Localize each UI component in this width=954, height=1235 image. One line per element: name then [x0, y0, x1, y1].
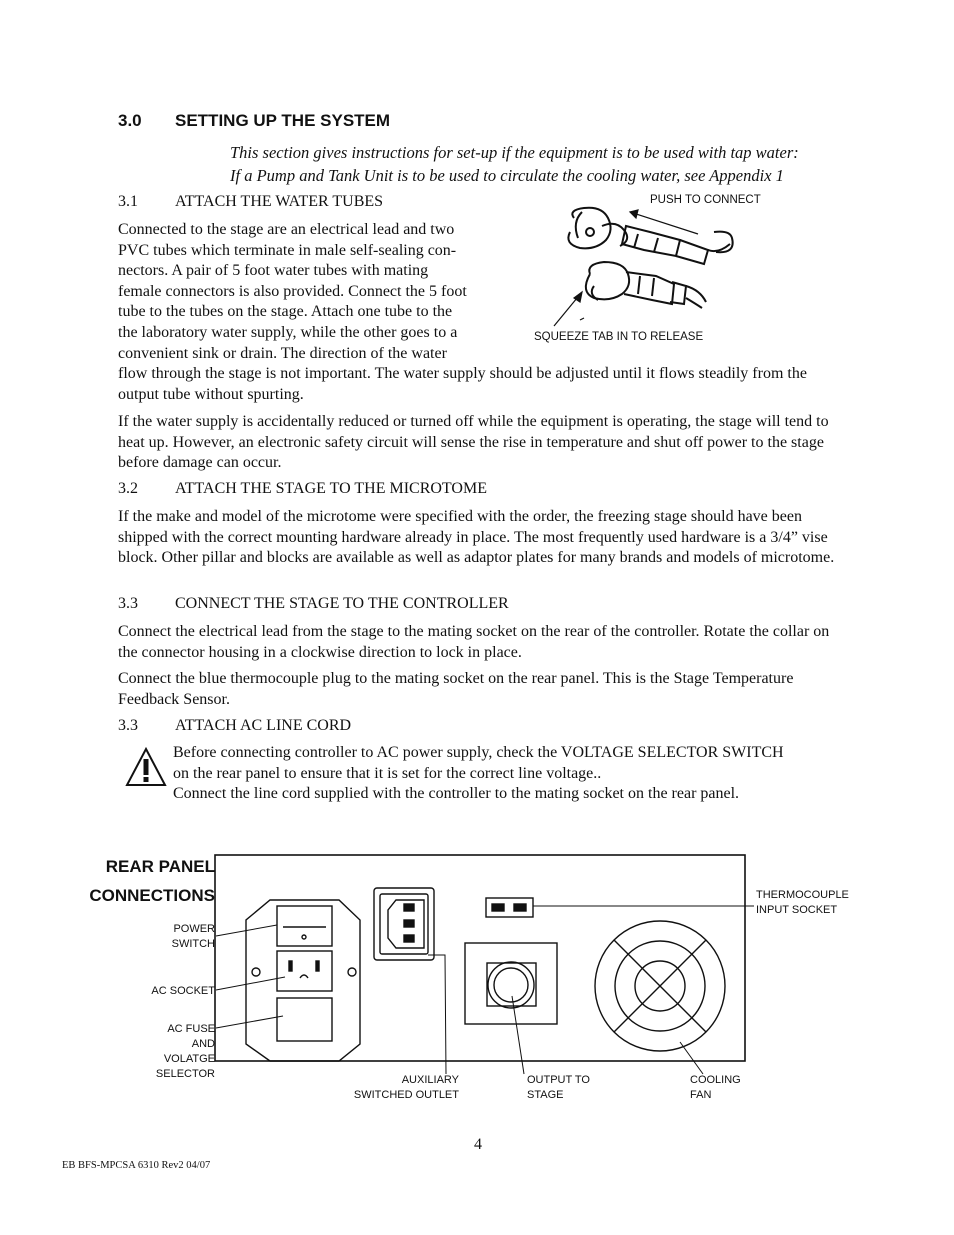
squeeze-tab-label: SQUEEZE TAB IN TO RELEASE	[534, 331, 704, 343]
document-reference: EB BFS-MPCSA 6310 Rev2 04/07	[62, 1160, 211, 1171]
subsection-title: CONNECT THE STAGE TO THE CONTROLLER	[175, 595, 509, 612]
section-title: SETTING UP THE SYSTEM	[175, 111, 391, 130]
power-switch-label	[150, 922, 215, 952]
label-line: VOLATGE	[163, 1053, 215, 1065]
label-line: AC FUSE	[167, 1023, 215, 1035]
label-line: FAN	[690, 1089, 712, 1101]
auxiliary-outlet	[374, 888, 434, 960]
thermocouple-label	[756, 888, 849, 918]
label-line: OUTPUT TO	[527, 1074, 590, 1086]
label-line: STAGE	[527, 1089, 564, 1101]
label-line: THERMOCOUPLE	[756, 889, 849, 901]
label-line: AUXILIARY	[401, 1074, 459, 1086]
label-line: AND	[191, 1038, 215, 1050]
label-line: SWITCHED OUTLET	[353, 1089, 459, 1101]
label-line: SWITCH	[171, 938, 215, 950]
page-number: 4	[474, 1136, 482, 1153]
rear-panel-title-line: CONNECTIONS	[89, 886, 215, 905]
auxiliary-outlet-label	[340, 1073, 459, 1103]
power-entry-module	[246, 900, 360, 1061]
warning-line: on the rear panel to ensure that it is set for the correct line voltage..	[173, 764, 602, 782]
s31-para-2: If the water supply is accidentally reduced or turned off while the equipment is operating, the stage will tend to heat up. However, an electronic safety circuit will sense the rise in temperature and shut off power to the stage before damage can occur.	[118, 413, 829, 472]
s33-para-2: Connect the blue thermocouple plug to the mating socket on the rear panel. This is the Stage Temperature Feedback Sensor.	[118, 670, 794, 708]
s32-para: If the make and model of the microtome were specified with the order, the freezing stage should have been shipped with the correct mounting hardware already in place. The most frequently used hardware is a 3/4” vise block. Other pillar and blocks are available as well as adaptor plates for many brands and models of microtome.	[118, 508, 835, 567]
thermocouple-socket	[486, 898, 533, 917]
cooling-fan-label	[690, 1073, 741, 1103]
ac-socket-label: AC SOCKET	[151, 985, 215, 997]
warning-line: Before connecting controller to AC power supply, check the VOLTAGE SELECTOR SWITCH	[173, 744, 784, 761]
intro-line-1: This section gives instructions for set-up if the equipment is to be used with tap water:	[230, 143, 799, 162]
s33-para-1: Connect the electrical lead from the stage to the mating socket on the rear of the controller. Rotate the collar on the connector housing in a clockwise direction to lock in place.	[118, 623, 830, 661]
text-line: tube to the tubes on the stage. Attach one tube to the	[118, 303, 453, 321]
subsection-number: 3.3	[118, 717, 138, 734]
subsection-number: 3.2	[118, 480, 138, 497]
text-line: the laboratory water supply, while the other goes to a	[118, 323, 458, 341]
label-line: SELECTOR	[155, 1068, 215, 1080]
rear-panel-title-line: REAR PANEL	[105, 857, 215, 876]
push-to-connect-label: PUSH TO CONNECT	[650, 194, 761, 206]
intro-line-2: If a Pump and Tank Unit is to be used to circulate the cooling water, see Appendix 1	[230, 166, 784, 185]
s31-para-1-continued: flow through the stage is not important. The water supply should be adjusted until it flows steadily from the output tube without spurting.	[118, 365, 807, 403]
label-line: COOLING	[690, 1074, 741, 1086]
subsection-number: 3.1	[118, 193, 138, 210]
text-line: nectors. A pair of 5 foot water tubes with mating	[118, 262, 429, 280]
section-number: 3.0	[118, 111, 142, 130]
text-line: PVC tubes which terminate in male self-sealing con-	[118, 241, 457, 259]
subsection-title: ATTACH THE WATER TUBES	[175, 193, 384, 210]
text-line: female connectors is also provided. Connect the 5 foot	[118, 282, 467, 300]
ac-fuse-label	[130, 1022, 215, 1082]
label-line: INPUT SOCKET	[756, 904, 838, 916]
label-line: POWER	[173, 923, 215, 935]
subsection-number: 3.3	[118, 595, 138, 612]
output-connector	[465, 943, 557, 1024]
cooling-fan	[595, 921, 725, 1051]
text-line: convenient sink or drain. The direction of the water	[118, 344, 447, 362]
subsection-title: ATTACH THE STAGE TO THE MICROTOME	[175, 480, 487, 497]
output-to-stage-label	[527, 1073, 590, 1103]
instruction-line: Connect the line cord supplied with the controller to the mating socket on the rear panel.	[173, 785, 740, 803]
subsection-title: ATTACH AC LINE CORD	[175, 717, 352, 734]
text-line: Connected to the stage are an electrical lead and two	[118, 221, 455, 238]
